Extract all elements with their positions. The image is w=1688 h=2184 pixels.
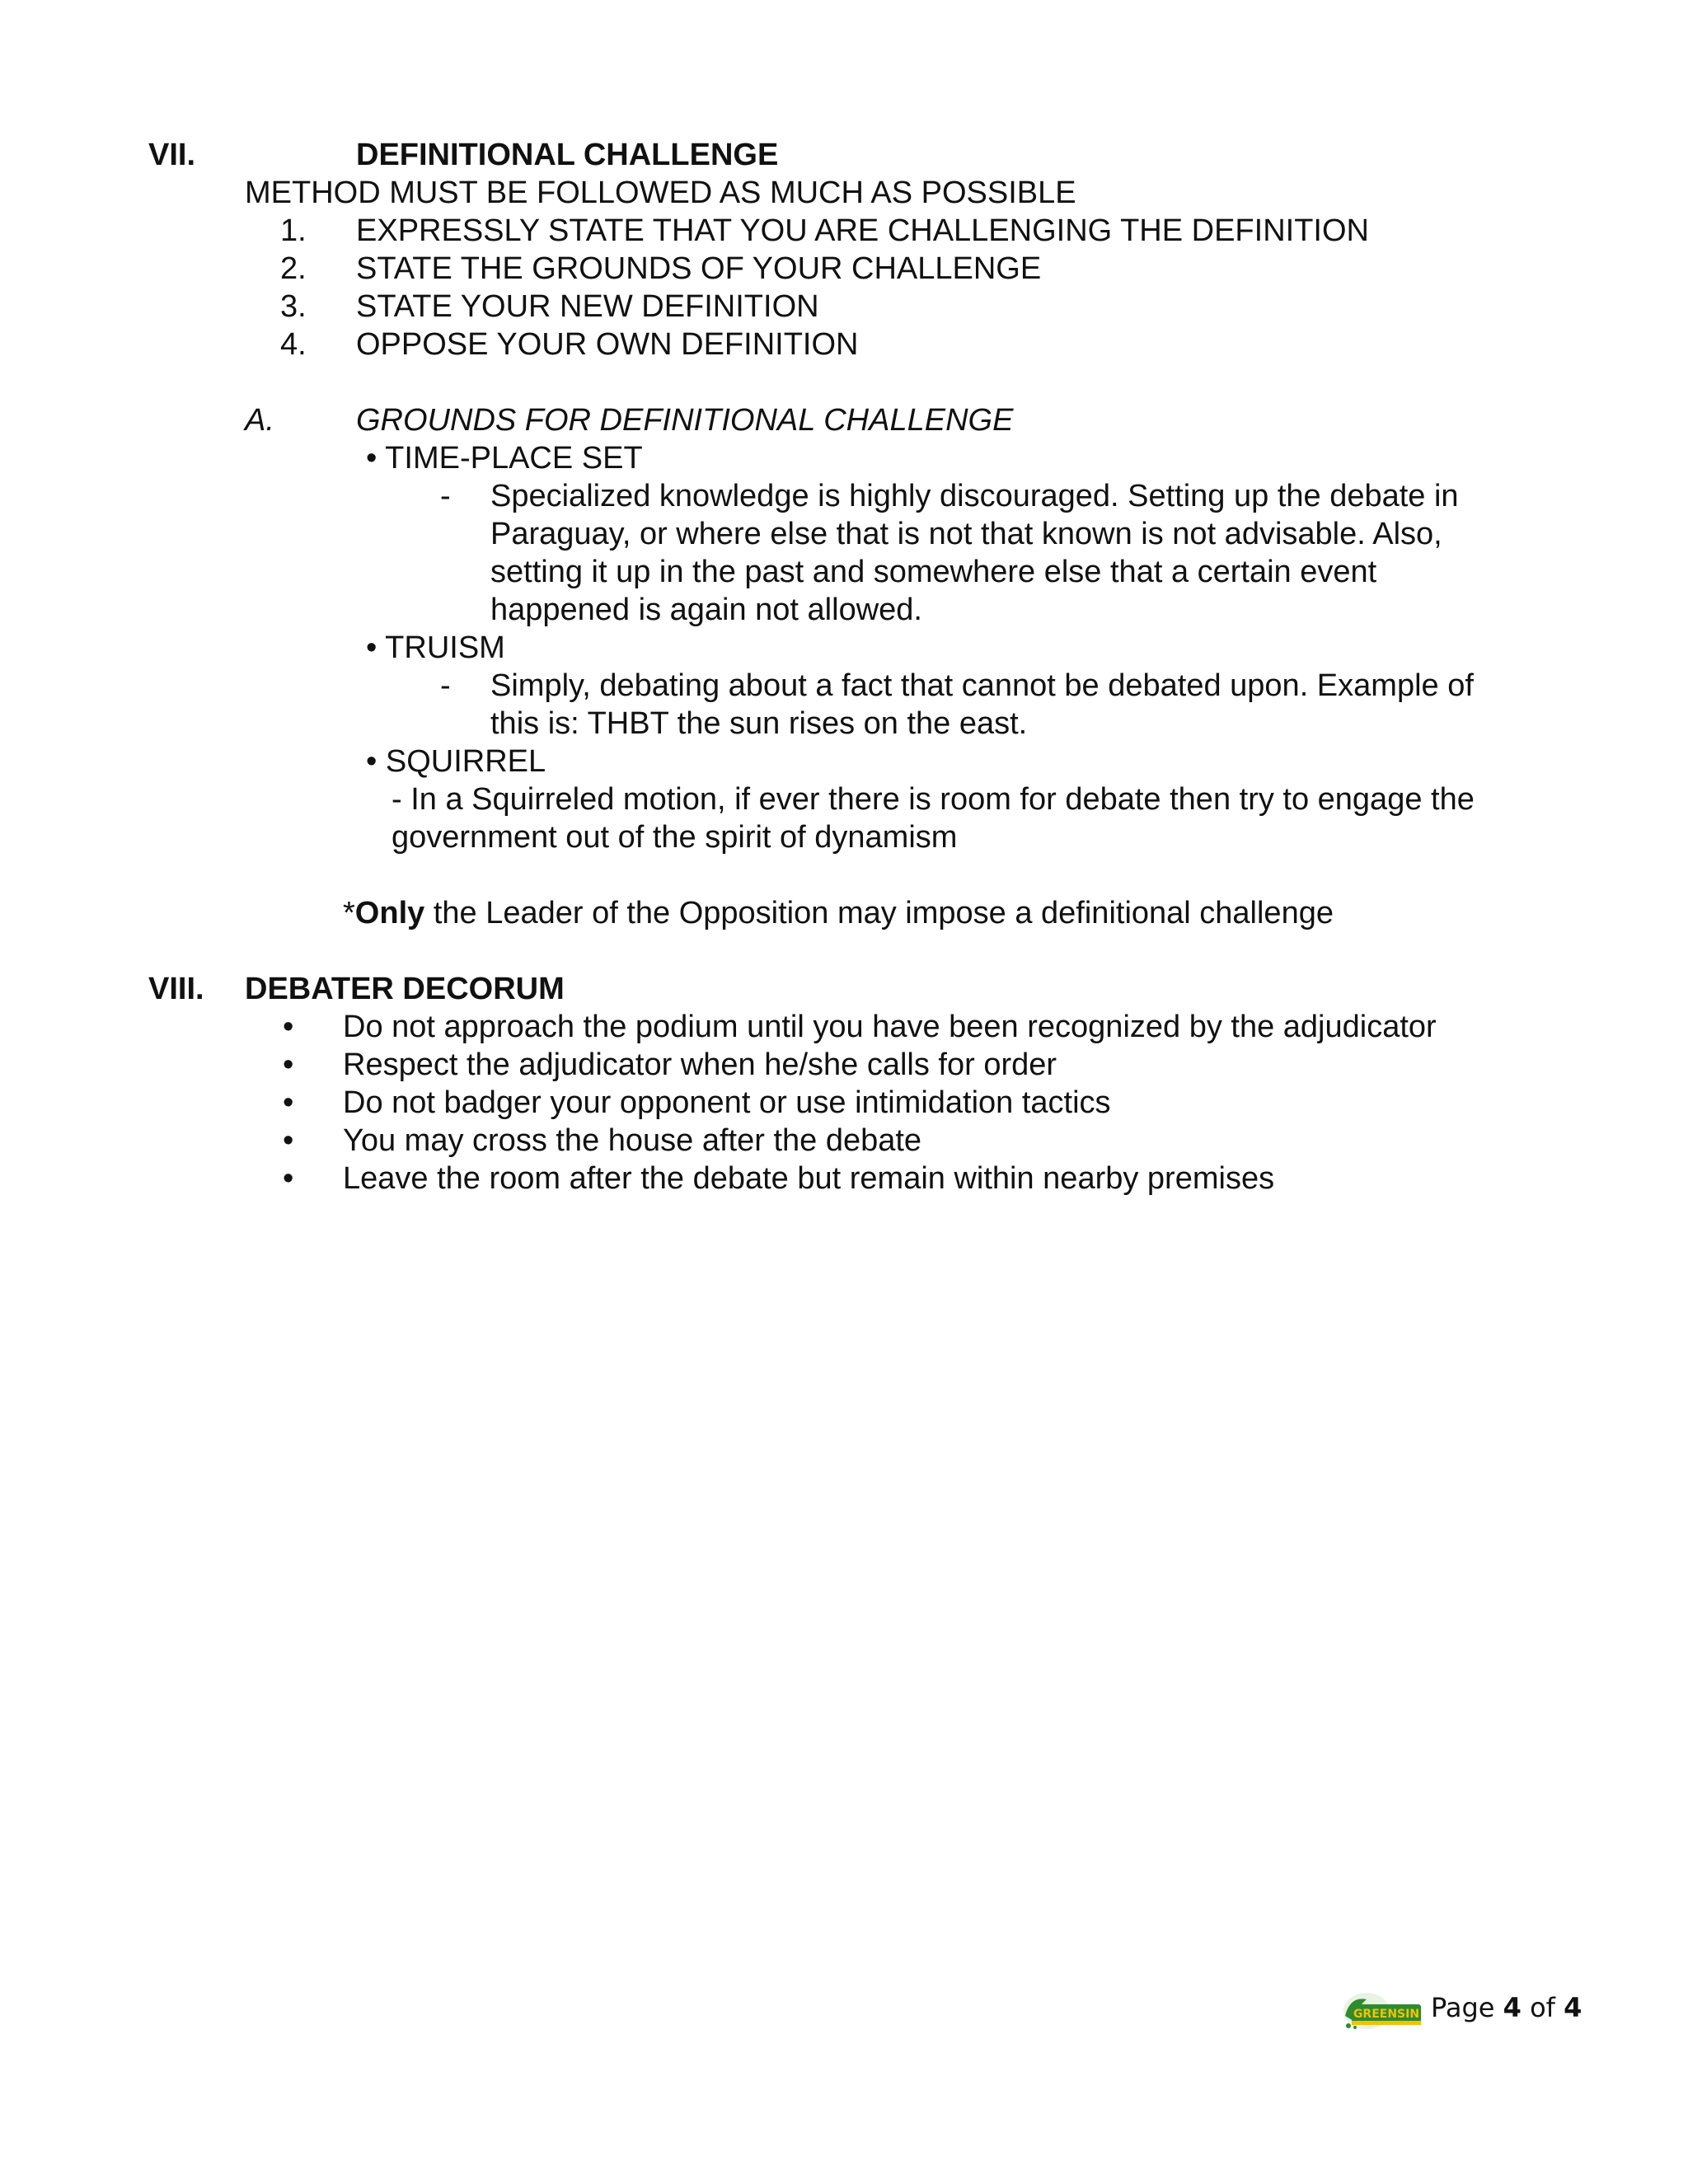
opposition-note bbox=[343, 894, 1334, 932]
bullet-marker: • bbox=[283, 1047, 294, 1082]
ground-text-line: Paraguay, or where else that is not that known is not advisable. Also, bbox=[490, 517, 1442, 551]
section-7-title: DEFINITIONAL CHALLENGE bbox=[356, 138, 779, 172]
section-8-title: DEBATER DECORUM bbox=[245, 972, 565, 1006]
bullet-marker: • bbox=[283, 1123, 294, 1158]
section-7-numeral: VII. bbox=[148, 138, 196, 172]
decorum-item: Respect the adjudicator when he/she calls for order bbox=[343, 1047, 1057, 1082]
bullet-marker: • bbox=[283, 1161, 294, 1196]
ground-label: • TRUISM bbox=[366, 630, 505, 665]
logo-lettering: GREENSIN bbox=[1353, 2008, 1420, 2021]
page-mid: of bbox=[1521, 1992, 1564, 2023]
decorum-item: Leave the room after the debate but remain within nearby premises bbox=[343, 1161, 1275, 1196]
ground-dash: - bbox=[440, 479, 451, 513]
step-number: 3. bbox=[280, 289, 307, 324]
subsection-title: GROUNDS FOR DEFINITIONAL CHALLENGE bbox=[356, 403, 1014, 438]
step-text: OPPOSE YOUR OWN DEFINITION bbox=[356, 327, 859, 362]
page-prefix: Page bbox=[1431, 1992, 1503, 2023]
ground-label: • TIME-PLACE SET bbox=[366, 441, 643, 476]
decorum-item: You may cross the house after the debate bbox=[343, 1123, 922, 1158]
decorum-item: Do not approach the podium until you have been recognized by the adjudicator bbox=[343, 1010, 1437, 1044]
method-intro: METHOD MUST BE FOLLOWED AS MUCH AS POSSIBLE bbox=[245, 176, 1076, 210]
page-current: 4 bbox=[1503, 1992, 1522, 2023]
note-text: the Leader of the Opposition may impose a definitional challenge bbox=[424, 896, 1334, 930]
ground-text-line: government out of the spirit of dynamism bbox=[392, 820, 958, 855]
decorum-item: Do not badger your opponent or use intimidation tactics bbox=[343, 1085, 1111, 1120]
step-number: 4. bbox=[280, 327, 307, 362]
bullet-marker: • bbox=[283, 1010, 294, 1044]
ground-text-line: - In a Squirreled motion, if ever there is room for debate then try to engage the bbox=[392, 782, 1475, 817]
ground-text-line: setting it up in the past and somewhere else that a certain event bbox=[490, 555, 1377, 589]
ground-text-line: Simply, debating about a fact that cannot be debated upon. Example of bbox=[490, 668, 1474, 703]
subsection-letter: A. bbox=[245, 403, 274, 438]
step-text: STATE YOUR NEW DEFINITION bbox=[356, 289, 819, 324]
step-text: STATE THE GROUNDS OF YOUR CHALLENGE bbox=[356, 251, 1042, 286]
ground-label: • SQUIRREL bbox=[366, 744, 546, 779]
step-text: EXPRESSLY STATE THAT YOU ARE CHALLENGING THE DEFINITION bbox=[356, 213, 1369, 248]
note-emphasis: Only bbox=[354, 896, 425, 930]
step-number: 2. bbox=[280, 251, 307, 286]
ground-text-line: Specialized knowledge is highly discouraged. Setting up the debate in bbox=[490, 479, 1459, 513]
page-number bbox=[1431, 1991, 1582, 2024]
ground-text-line: happened is again not allowed. bbox=[490, 593, 922, 627]
step-number: 1. bbox=[280, 213, 307, 248]
ground-text-line: this is: THBT the sun rises on the east. bbox=[490, 706, 1028, 741]
greensin-logo bbox=[1342, 1988, 1424, 2031]
bullet-marker: • bbox=[283, 1085, 294, 1120]
section-8-numeral: VIII. bbox=[148, 972, 204, 1006]
note-asterisk: * bbox=[343, 896, 355, 930]
page-total: 4 bbox=[1564, 1992, 1582, 2023]
ground-dash: - bbox=[440, 668, 451, 703]
